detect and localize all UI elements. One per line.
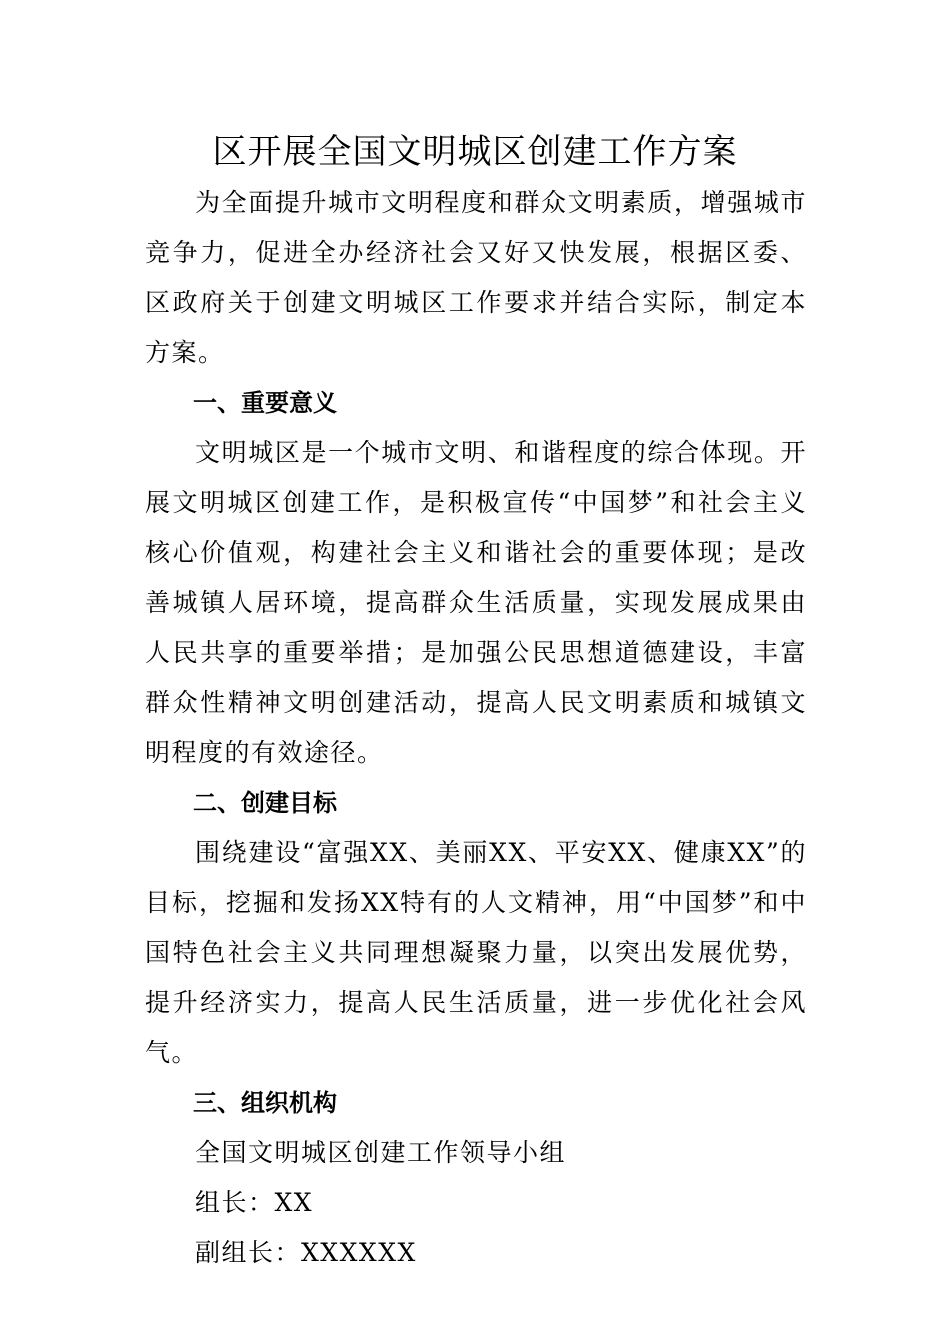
org-leader: 组长：XX — [195, 1188, 314, 1217]
document-title: 区开展全国文明城区创建工作方案 — [212, 132, 738, 172]
section-heading-significance: 一、重要意义 — [193, 389, 337, 417]
intro-paragraph: 为全面提升城市文明程度和群众文明素质，增强城市竞争力，促进全办经济社会又好又快发展，根据区委、区政府关于创建文明城区工作要求并结合实际，制定本方案。 — [145, 188, 807, 367]
section-paragraph-goals: 围绕建设“富强XX、美丽XX、平安XX、健康XX”的目标，挖掘和发扬XX特有的人文精神，用“中国梦”和中国特色社会主义共同理想凝聚力量，以突出发展优势，提升经济实力，提高人民生活质量，进一步优化社会风气。 — [145, 838, 807, 1067]
section-paragraph-significance: 文明城区是一个城市文明、和谐程度的综合体现。开展文明城区创建工作，是积极宣传“中国梦”和社会主义核心价值观，构建社会主义和谐社会的重要体现；是改善城镇人居环境，提高群众生活质量，实现发展成果由人民共享的重要举措；是加强公民思想道德建设，丰富群众性精神文明创建活动，提高人民文明素质和城镇文明程度的有效途径。 — [145, 438, 807, 767]
org-group-name: 全国文明城区创建工作领导小组 — [195, 1138, 567, 1167]
document-body — [145, 178, 807, 1278]
org-deputy-leader: 副组长：XXXXXX — [195, 1238, 417, 1267]
section-heading-goals: 二、创建目标 — [193, 789, 337, 817]
section-heading-organization: 三、组织机构 — [193, 1089, 337, 1117]
